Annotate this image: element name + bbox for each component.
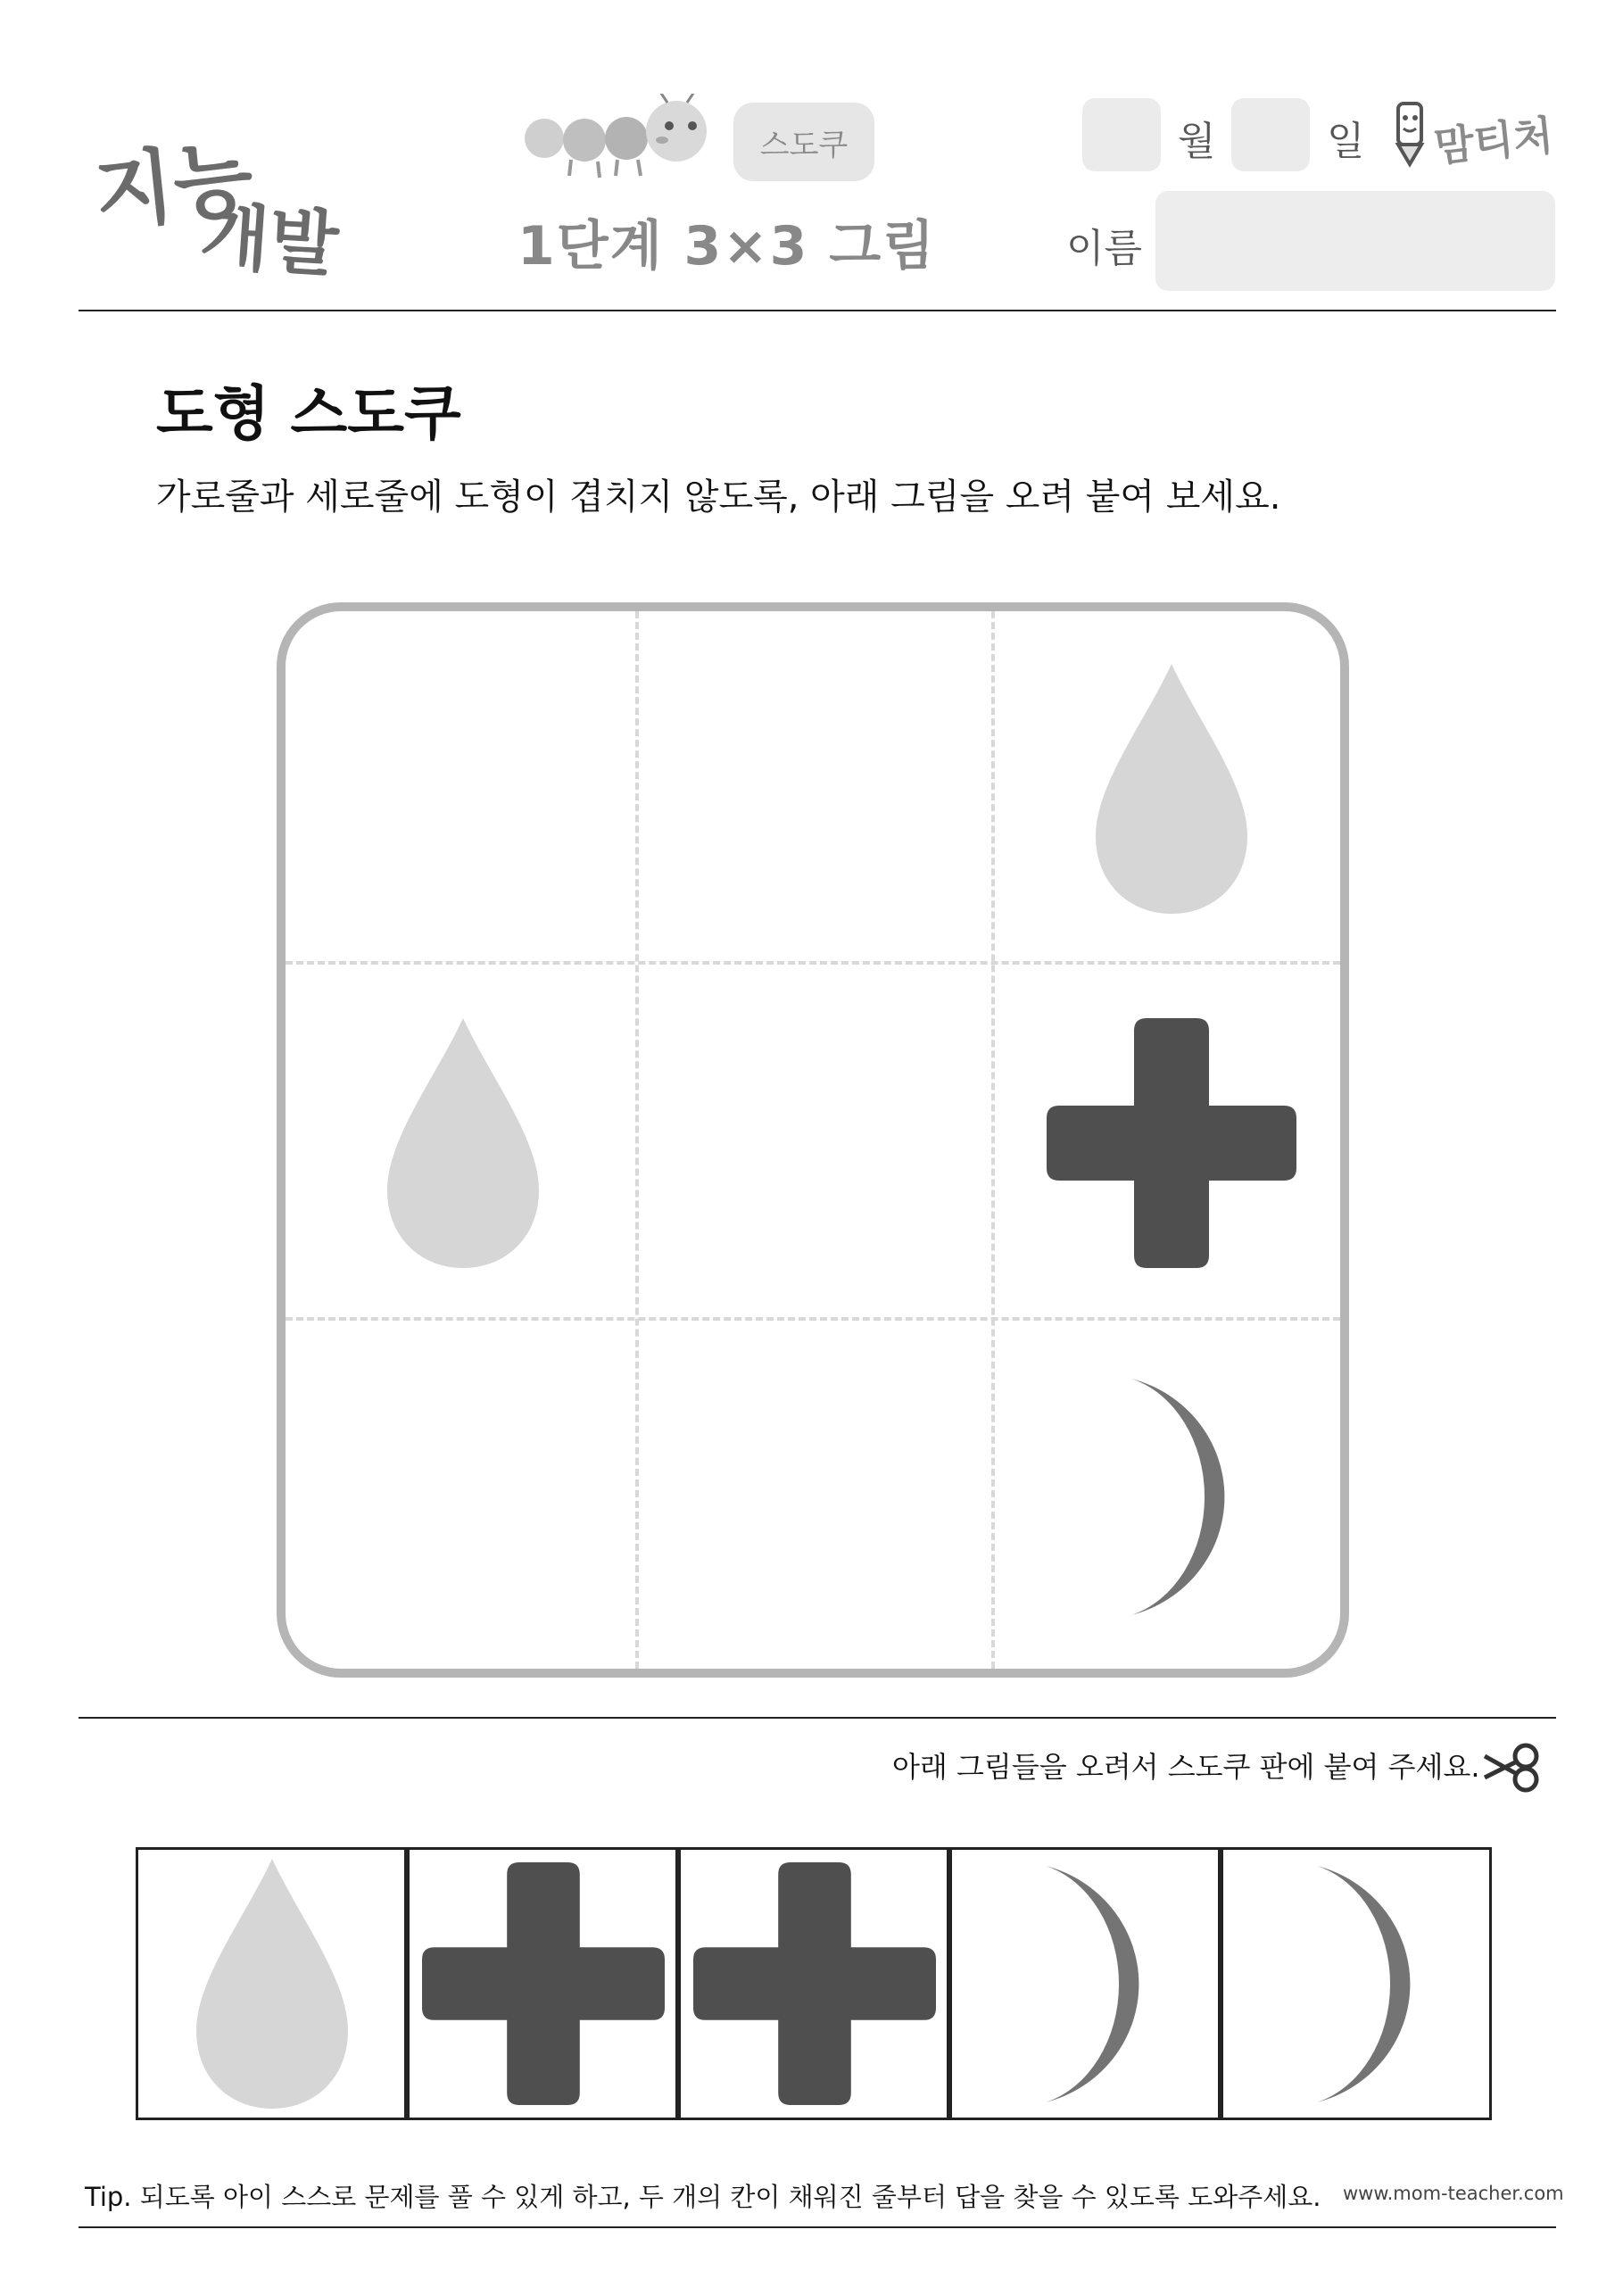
day-field[interactable] (1231, 98, 1310, 171)
cross-shape-icon (422, 1862, 665, 2105)
board-cell[interactable] (994, 611, 1348, 966)
moon-shape-icon (1087, 1374, 1256, 1620)
drop-shape-icon (1091, 659, 1252, 918)
month-label: 월 (1178, 119, 1216, 164)
board-cell[interactable] (640, 611, 994, 966)
board-cell[interactable] (640, 1320, 994, 1674)
day-label: 일 (1327, 119, 1365, 164)
cutout-tile[interactable] (407, 1847, 678, 2120)
logo-text-bottom: 개발 (197, 194, 342, 287)
name-label: 이름 (1066, 226, 1143, 271)
footer-divider (79, 2226, 1556, 2228)
pencil-mascot-icon (1387, 96, 1432, 168)
level-title: 1단계 3×3 그림 (518, 215, 937, 278)
cutout-tile[interactable] (678, 1847, 949, 2120)
logo-text-top: 지능 (89, 129, 258, 242)
board-cell[interactable] (994, 1320, 1348, 1674)
drop-shape-icon (383, 1014, 543, 1272)
header-divider (79, 310, 1556, 311)
tip-text: Tip. 되도록 아이 스스로 문제를 풀 수 있게 하고, 두 개의 칸이 채워진 줄부터 답을 찾을 수 있도록 도와주세요. (85, 2182, 1321, 2212)
level-badge: 스도쿠 (733, 103, 874, 181)
cross-shape-icon (1047, 1018, 1296, 1268)
board-cell[interactable] (640, 966, 994, 1320)
drop-shape-icon (192, 1854, 352, 2113)
cross-shape-icon (693, 1862, 936, 2105)
name-field[interactable] (1155, 191, 1555, 291)
website-url: www.mom-teacher.com (1343, 2183, 1564, 2204)
board-cell[interactable] (286, 611, 640, 966)
brand-text: 맘티처 (1431, 111, 1556, 171)
cut-divider (79, 1717, 1556, 1719)
cut-instruction: 아래 그림들을 오려서 스도쿠 판에 붙여 주세요. (892, 1750, 1480, 1784)
instruction-text: 가로줄과 세로줄에 도형이 겹치지 않도록, 아래 그림을 오려 붙여 보세요. (156, 477, 1281, 518)
cutout-tile[interactable] (136, 1847, 407, 2120)
section-title: 도형 스도쿠 (156, 379, 461, 448)
month-field[interactable] (1082, 98, 1161, 171)
cutout-tile[interactable] (1221, 1847, 1492, 2120)
caterpillar-icon (518, 94, 732, 183)
board-cell[interactable] (286, 966, 640, 1320)
brand-logo (1387, 96, 1566, 171)
logo (85, 85, 344, 287)
board-cell[interactable] (286, 1320, 640, 1674)
scissors-icon (1479, 1740, 1544, 1794)
board-cell[interactable] (994, 966, 1348, 1320)
moon-shape-icon (1272, 1861, 1442, 2107)
cutout-tile[interactable] (949, 1847, 1221, 2120)
moon-shape-icon (1001, 1861, 1171, 2107)
